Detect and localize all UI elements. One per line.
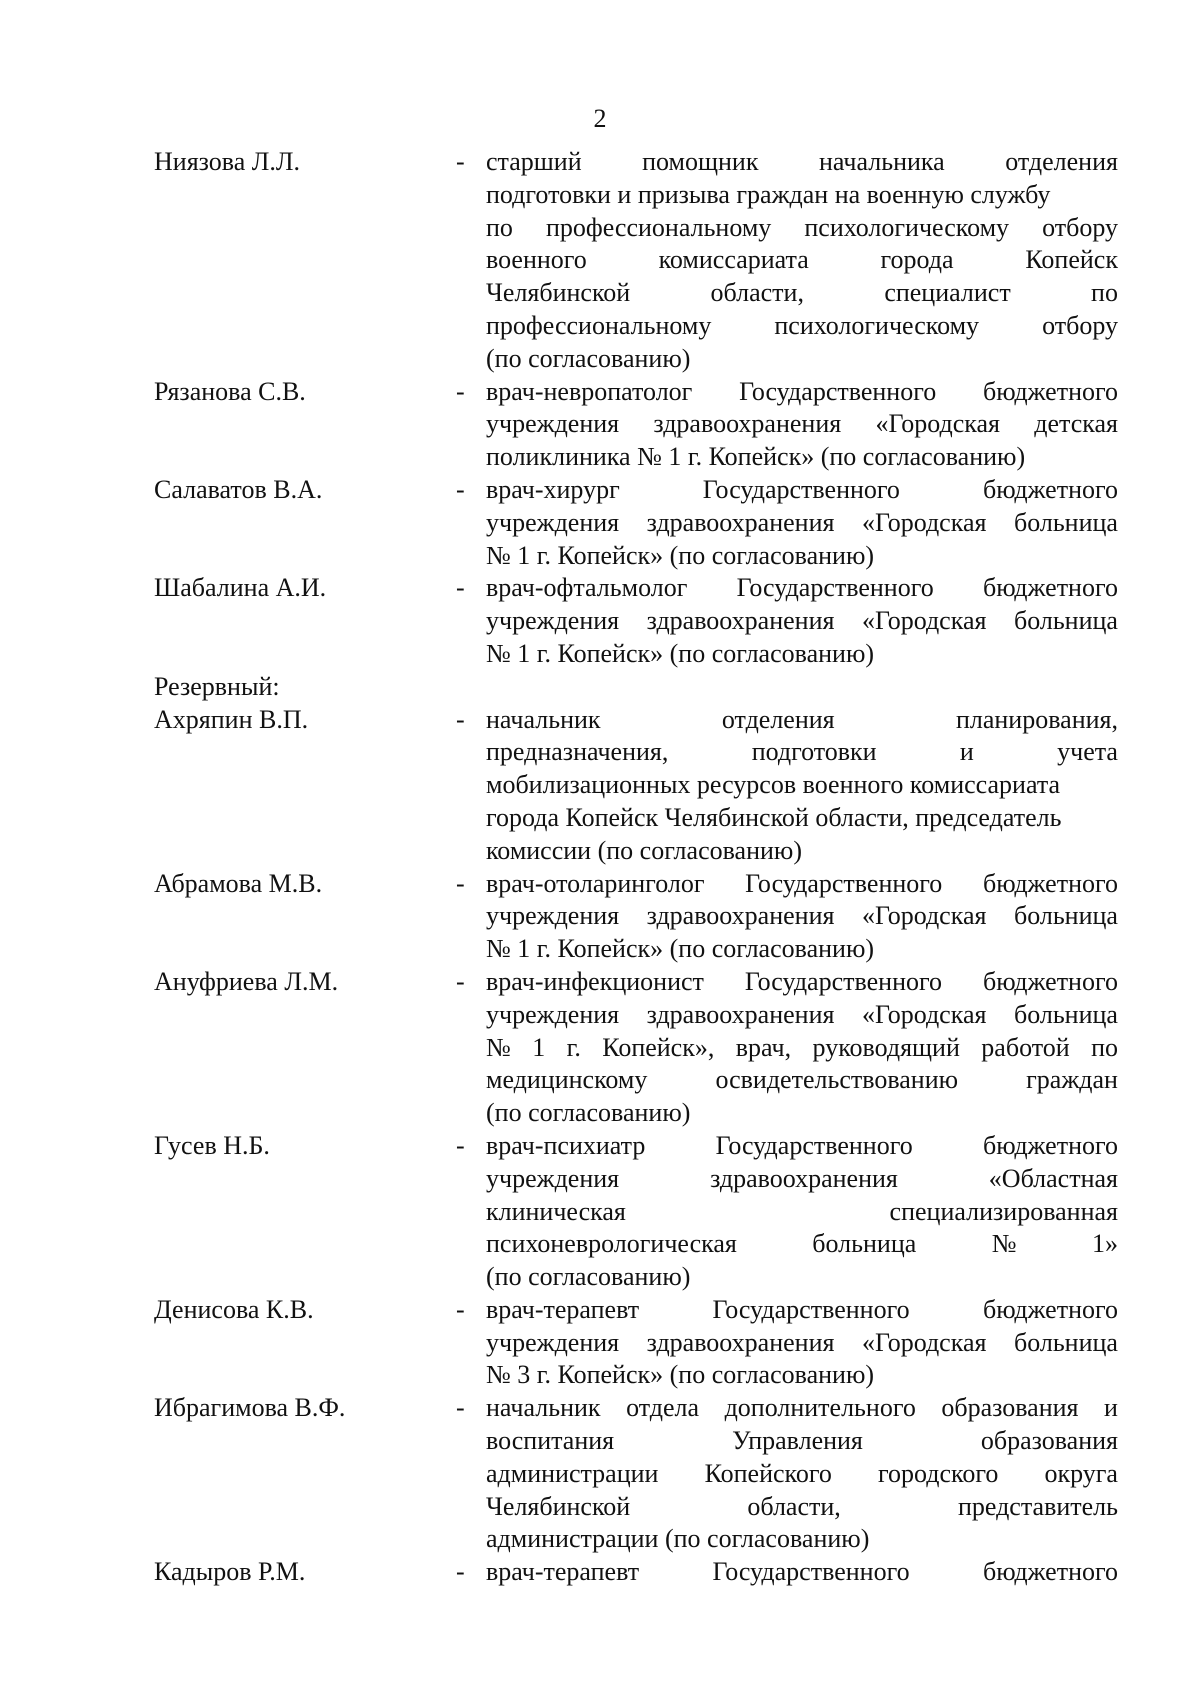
member-position	[486, 1392, 1118, 1556]
position-word: бюджетного	[982, 1557, 1118, 1587]
position-word: психологическому	[774, 310, 980, 340]
position-line	[486, 1327, 1118, 1360]
member-name: Кадыров Р.М.	[154, 1557, 306, 1587]
position-line	[486, 572, 1118, 605]
position-word: учреждения	[486, 507, 620, 537]
position-word: помощник	[642, 147, 759, 176]
position-word: психоневрологическая	[486, 1229, 737, 1259]
member-position	[486, 146, 1118, 376]
position-line	[486, 1294, 1118, 1327]
position-word: больница	[1013, 999, 1118, 1029]
member-name: Рязанова С.В.	[154, 376, 306, 406]
member-entry	[154, 572, 1120, 670]
position-word: «Областная	[988, 1163, 1118, 1193]
member-position	[486, 376, 1118, 474]
position-word: врач-офтальмолог	[486, 573, 688, 603]
position-word: «Городская	[861, 1327, 987, 1357]
position-word: здравоохранения	[653, 409, 842, 439]
member-name: Ниязова Л.Л.	[154, 147, 301, 176]
position-word: больница	[1013, 1327, 1118, 1357]
position-line: города Копейск Челябинской области, председатель	[486, 802, 1062, 832]
position-word: бюджетного	[982, 966, 1118, 996]
commission-members-list	[154, 146, 1120, 1589]
position-word: отдела	[626, 1393, 700, 1423]
position-word: детская	[1034, 409, 1118, 439]
position-word: Государственного	[715, 1130, 913, 1160]
position-word: граждан	[1026, 1065, 1118, 1095]
dash-separator: -	[456, 868, 465, 898]
position-word: бюджетного	[982, 868, 1118, 898]
position-word: бюджетного	[982, 1294, 1118, 1324]
position-line	[486, 310, 1118, 343]
position-word: №	[991, 1229, 1017, 1259]
position-word: Государственного	[745, 868, 943, 898]
position-word: здравоохранения	[710, 1163, 898, 1193]
position-line	[486, 212, 1118, 245]
position-word: психологическому	[804, 212, 1010, 242]
position-word: округа	[1044, 1458, 1118, 1488]
position-word: «Городская	[861, 606, 987, 636]
position-line: мобилизационных ресурсов военного комиссариата	[486, 770, 1061, 800]
position-word: работой	[981, 1032, 1070, 1062]
position-word: 1	[532, 1032, 546, 1062]
position-word: «Городская	[861, 901, 987, 931]
member-name: Ануфриева Л.М.	[154, 966, 339, 996]
member-entry	[154, 474, 1120, 572]
position-word: предназначения,	[486, 737, 669, 767]
position-word: специалист	[884, 278, 1011, 308]
position-word: отбору	[1042, 212, 1118, 242]
position-word: Государственного	[712, 1557, 910, 1587]
position-word: учета	[1057, 737, 1118, 767]
position-word: города	[880, 245, 954, 275]
position-word: старший	[486, 147, 582, 176]
position-word: Копейского	[704, 1458, 832, 1488]
position-line	[486, 408, 1118, 441]
position-line	[486, 376, 1118, 409]
position-word: учреждения	[486, 606, 620, 636]
position-word: планирования,	[955, 704, 1118, 734]
member-position	[486, 704, 1118, 868]
position-line: подготовки и призыва граждан на военную службу	[486, 179, 1051, 209]
member-name: Ахряпин В.П.	[154, 704, 309, 734]
position-line	[486, 1491, 1118, 1524]
dash-separator: -	[456, 573, 465, 603]
position-word: Государственного	[736, 573, 934, 603]
position-line: № 1 г. Копейск» (по согласованию)	[486, 540, 875, 570]
position-line	[486, 999, 1118, 1032]
position-word: Государственного	[712, 1294, 910, 1324]
member-position	[486, 868, 1118, 966]
position-word: Копейск»,	[602, 1032, 715, 1062]
position-word: учреждения	[486, 1327, 620, 1357]
member-entry	[154, 1392, 1120, 1556]
member-name: Ибрагимова В.Ф.	[154, 1393, 346, 1423]
position-line: администрации (по согласованию)	[486, 1524, 870, 1554]
position-word: комиссариата	[658, 245, 809, 275]
position-line	[486, 868, 1118, 901]
position-word: врач-психиатр	[486, 1130, 646, 1160]
position-line	[486, 966, 1118, 999]
position-word: специализированная	[889, 1196, 1118, 1226]
position-line	[486, 605, 1118, 638]
position-word: здравоохранения	[646, 901, 835, 931]
position-word: Управления	[732, 1426, 863, 1456]
position-word: Челябинской	[486, 278, 631, 308]
position-word: учреждения	[486, 901, 620, 931]
dash-separator: -	[456, 1393, 465, 1423]
position-word: администрации	[486, 1458, 659, 1488]
position-line	[486, 1064, 1118, 1097]
member-position	[486, 1130, 1118, 1294]
position-word: представитель	[957, 1491, 1118, 1521]
position-word: Челябинской	[486, 1491, 631, 1521]
position-word: и	[1104, 1393, 1118, 1423]
position-word: клиническая	[486, 1196, 626, 1226]
position-word: Государственного	[702, 474, 900, 504]
dash-separator: -	[456, 704, 465, 734]
position-word: учреждения	[486, 999, 620, 1029]
position-word: больница	[812, 1229, 917, 1259]
member-entry	[154, 1556, 1120, 1589]
member-name: Салаватов В.А.	[154, 474, 323, 504]
position-word: врач-терапевт	[486, 1294, 640, 1324]
position-word: бюджетного	[982, 376, 1118, 406]
position-word: бюджетного	[982, 573, 1118, 603]
position-word: по	[486, 212, 513, 242]
position-line: (по согласованию)	[486, 1262, 691, 1292]
position-word: профессиональному	[486, 310, 712, 340]
position-line: № 1 г. Копейск» (по согласованию)	[486, 934, 875, 964]
position-word: врач-хирург	[486, 474, 620, 504]
position-word: городского	[877, 1458, 999, 1488]
position-word: области,	[710, 278, 804, 308]
position-line: № 1 г. Копейск» (по согласованию)	[486, 638, 875, 668]
position-line	[486, 474, 1118, 507]
position-word: врач-терапевт	[486, 1557, 640, 1587]
dash-separator: -	[456, 1130, 465, 1160]
member-name: Денисова К.В.	[154, 1294, 314, 1324]
position-line	[486, 1032, 1118, 1065]
member-position	[486, 572, 1118, 670]
position-line	[486, 1458, 1118, 1491]
position-word: руководящий	[812, 1032, 960, 1062]
position-word: начальник	[486, 704, 601, 734]
position-line	[486, 736, 1118, 769]
position-line: комиссии (по согласованию)	[486, 835, 802, 865]
position-line: (по согласованию)	[486, 1098, 691, 1128]
member-entry	[154, 704, 1120, 868]
member-entry	[154, 1130, 1120, 1294]
position-line	[486, 1228, 1118, 1261]
position-word: воспитания	[486, 1426, 615, 1456]
position-word: дополнительного	[724, 1393, 916, 1423]
position-word: больница	[1013, 901, 1118, 931]
position-line: (по согласованию)	[486, 343, 691, 373]
member-name: Шабалина А.И.	[154, 573, 327, 603]
dash-separator: -	[456, 474, 465, 504]
member-position	[486, 1556, 1118, 1589]
position-line	[486, 244, 1118, 277]
position-word: г.	[566, 1032, 581, 1062]
position-word: здравоохранения	[646, 507, 835, 537]
position-word: области,	[747, 1491, 841, 1521]
member-entry	[154, 966, 1120, 1130]
dash-separator: -	[456, 1557, 465, 1587]
dash-separator: -	[456, 376, 465, 406]
position-line: поликлиника № 1 г. Копейск» (по согласованию)	[486, 442, 1026, 472]
position-word: медицинскому	[486, 1065, 648, 1095]
position-word: больница	[1013, 606, 1118, 636]
position-word: врач,	[735, 1032, 792, 1062]
position-line	[486, 1163, 1118, 1196]
position-word: подготовки	[751, 737, 877, 767]
position-word: Государственного	[739, 376, 937, 406]
position-word: отбору	[1042, 310, 1118, 340]
position-word: Копейск	[1025, 245, 1118, 275]
member-position	[486, 474, 1118, 572]
position-word: бюджетного	[982, 474, 1118, 504]
member-name: Гусев Н.Б.	[154, 1130, 270, 1160]
dash-separator: -	[456, 966, 465, 996]
position-line	[486, 1130, 1118, 1163]
main-members	[154, 146, 1120, 671]
position-line	[486, 1425, 1118, 1458]
position-line	[486, 1556, 1118, 1589]
page-number: 2	[593, 104, 607, 133]
member-entry	[154, 868, 1120, 966]
position-word: освидетельствованию	[715, 1065, 959, 1095]
position-line	[486, 507, 1118, 540]
position-line	[486, 900, 1118, 933]
position-word: профессиональному	[545, 212, 772, 242]
member-entry	[154, 1294, 1120, 1392]
position-word: учреждения	[486, 1163, 620, 1193]
position-word: здравоохранения	[646, 606, 835, 636]
position-word: образования	[941, 1393, 1079, 1423]
reserve-members	[154, 704, 1120, 1590]
position-word: «Городская	[861, 507, 987, 537]
member-entry	[154, 376, 1120, 474]
position-line	[486, 1392, 1118, 1425]
position-word: «Городская	[875, 409, 1000, 439]
position-word: по	[1091, 278, 1118, 308]
member-position	[486, 1294, 1118, 1392]
member-entry	[154, 146, 1120, 376]
position-word: начальник	[486, 1393, 601, 1423]
position-word: здравоохранения	[646, 999, 835, 1029]
position-word: отделения	[1005, 147, 1118, 176]
position-word: Государственного	[744, 966, 943, 996]
position-word: врач-невропатолог	[486, 376, 693, 406]
position-word: больница	[1013, 507, 1118, 537]
position-word: образования	[980, 1426, 1118, 1456]
position-word: «Городская	[861, 999, 987, 1029]
member-name: Абрамова М.В.	[154, 868, 323, 898]
position-word: военного	[486, 245, 587, 275]
position-word: бюджетного	[982, 1130, 1118, 1160]
position-line: № 3 г. Копейск» (по согласованию)	[486, 1360, 875, 1390]
position-word: и	[959, 737, 974, 767]
position-word: здравоохранения	[646, 1327, 835, 1357]
position-word: по	[1091, 1032, 1118, 1062]
position-word: учреждения	[486, 409, 620, 439]
dash-separator: -	[456, 1294, 465, 1324]
position-line	[486, 277, 1118, 310]
position-word: 1»	[1091, 1229, 1118, 1259]
reserve-section-heading: Резервный:	[154, 671, 280, 701]
position-word: врач-инфекционист	[486, 966, 704, 996]
position-word: врач-отоларинголог	[486, 868, 705, 898]
position-word: №	[486, 1032, 511, 1062]
position-line	[486, 704, 1118, 737]
dash-separator: -	[456, 147, 465, 176]
position-line	[486, 146, 1118, 179]
position-line	[486, 1196, 1118, 1229]
position-word: начальника	[819, 147, 945, 176]
member-position	[486, 966, 1118, 1130]
position-word: отделения	[721, 704, 835, 734]
